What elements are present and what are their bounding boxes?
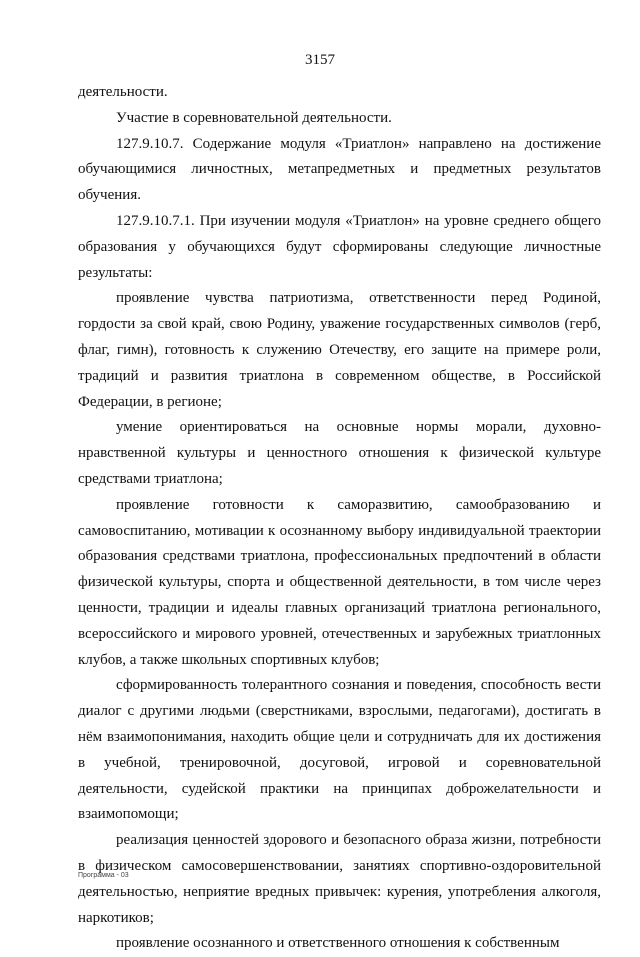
footer-label: Программа - 03 <box>78 872 129 879</box>
paragraph-9: реализация ценностей здорового и безопасного образа жизни, потребности в физическом самосовершенствовании, занятиях спортивно-оздоровительной деятельностью, неприятие вредных привычек: курения, употребления алкоголя, наркотиков; <box>78 832 601 926</box>
paragraph-7: проявление готовности к саморазвитию, самообразованию и самовоспитанию, мотивации к осознанному выбору индивидуальной траектории образования средствами триатлона, профессиональных предпочтений в области физической культуры, спорта и общественной деятельности, в том числе через ценности, традиции и идеалы главных организаций триатлона регионального, всероссийского и мирового уровней, отечественных и зарубежных триатлонных клубов, а также школьных спортивных клубов; <box>78 496 601 668</box>
paragraph-2: Участие в соревновательной деятельности. <box>116 109 392 126</box>
page-number: 3157 <box>305 52 335 68</box>
paragraph-10: проявление осознанного и ответственного отношения к собственным <box>116 935 560 952</box>
paragraph-8: сформированность толерантного сознания и поведения, способность вести диалог с другими людьми (сверстниками, взрослыми, педагогами), достигать в нём взаимопонимания, находить общие цели и сотрудничать для их достижения в учебной, тренировочной, досуговой, игровой и соревновательной деятельности, судейской практики на принципах доброжелательности и взаимопомощи; <box>78 677 601 823</box>
document-body <box>78 80 601 957</box>
paragraph-5: проявление чувства патриотизма, ответственности перед Родиной, гордости за свой край, свою Родину, уважение государственных символов (герб, флаг, гимн), готовность к служению Отечеству, его защите на примере роли, традиций и развития триатлона в современном обществе, в Российской Федерации, в регионе; <box>78 290 601 410</box>
paragraph-1: деятельности. <box>78 84 168 100</box>
paragraph-4: 127.9.10.7.1. При изучении модуля «Триатлон» на уровне среднего общего образования у обучающихся будут сформированы следующие личностные результаты: <box>78 212 601 281</box>
paragraph-6: умение ориентироваться на основные нормы морали, духовно-нравственной культуры и ценностного отношения к физической культуре средствами триатлона; <box>78 419 601 487</box>
paragraph-3: 127.9.10.7. Содержание модуля «Триатлон» направлено на достижение обучающимися личностных, метапредметных и предметных результатов обучения. <box>78 135 601 204</box>
